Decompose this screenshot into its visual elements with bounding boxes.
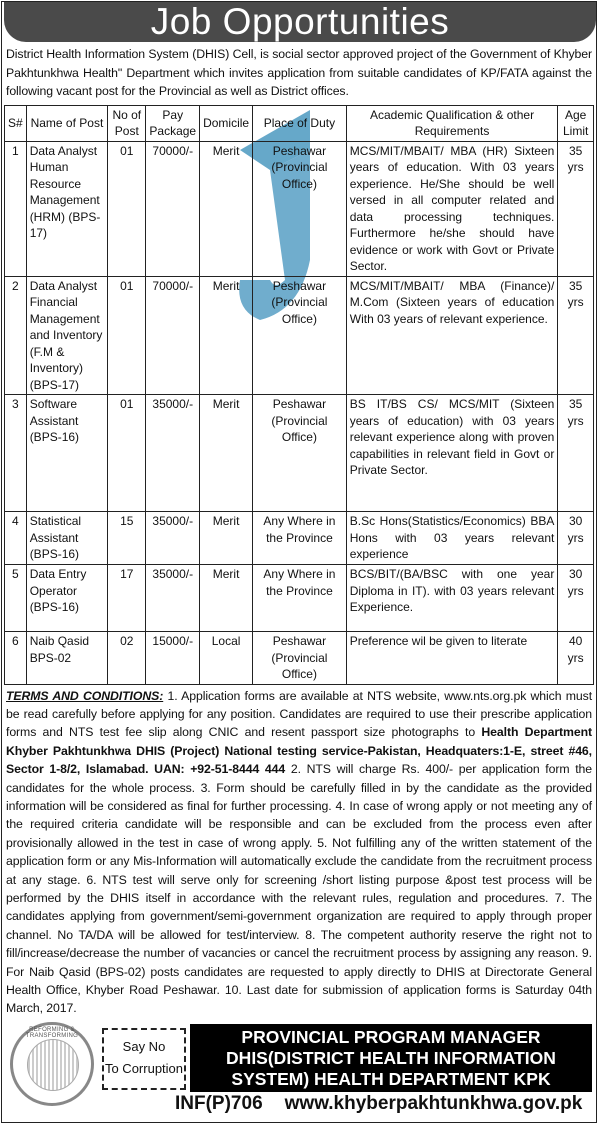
header-domicile: Domicile xyxy=(200,105,253,141)
seal-text: REFORMING & TRANSFORMING xyxy=(25,1026,79,1039)
table-row xyxy=(5,395,594,512)
cell-post-name: Naib Qasid BPS-02 xyxy=(26,632,108,685)
cell-sn: 6 xyxy=(5,632,27,685)
cell-qualification: MCS/MIT/MBAIT/ MBA (HR) Sixteen years of education. With 03 years experience. He/She should be well versed in all computer related and data processing techniques. Furthermore he/she should have evidence or work with Govt or Private Sector. xyxy=(346,141,558,276)
say-no-line-2: To Corruption xyxy=(104,1060,184,1076)
terms-text-2: 2. NTS will charge Rs. 400/- per application form the candidates for the whole process. 3. Form should be carefully filled in by the candidate as the provided information will be considered as final for further processing. 4. In case of wrong apply or not meeting any of the required criteria candidate will be responsible and can be excluded from the process even after provisionally allowed in the test in case of wrong apply. 5. Not fulfilling any of the written statement of the application form or any Mis-Information will automatically exclude the candidate from the recruitment process at any stage. 6. NTS test will serve only for screening /short listing purpose &post test process will be performed by the DHIS itself in accordance with the relevant rules, regulation and procedures. 7. The candidates applying from government/semi-government organization are required to apply through proper channel. No TA/DA will be allowed for test/interview. 8. The competent authority reserve the right not to fill/increase/decrease the number of vacancies or cancel the recruitment process by assigning any reason. 9. For Naib Qasid (BPS-02) posts candidates are requested to apply directly to DHIS at Directorate General Health Office, Khyber Road Peshawar. 10. Last date for submission of application forms is Saturday 04th March, 2017. xyxy=(6,762,592,1016)
terms-address: Health Department Khyber Pakhtunkhwa DHIS (Project) National testing service-Pakistan, Headquaters:1-E, street #46, Sector 1-8/2, Islamabad. UAN: +92-51-8444 444 xyxy=(6,725,592,777)
terms-and-conditions xyxy=(6,687,592,1018)
cell-post-count: 01 xyxy=(108,276,146,395)
reference-number: INF(P)706 xyxy=(175,1092,263,1114)
header-place: Place of Duty xyxy=(253,105,347,141)
cell-post-name: Data Analyst Financial Management and Inventory (F.M & Inventory) (BPS-17) xyxy=(26,276,108,395)
cell-pay-package: 70000/- xyxy=(146,276,200,395)
cell-post-name: Data Analyst Human Resource Management (HRM) (BPS-17) xyxy=(26,141,108,276)
cell-pay-package: 35000/- xyxy=(146,565,200,632)
page-title: Job Opportunities xyxy=(4,2,596,42)
cell-domicile: Merit xyxy=(200,276,253,395)
cell-place-of-duty: Peshawar (Provincial Office) xyxy=(253,141,347,276)
intro-paragraph: District Health Information System (DHIS) Cell, is social sector approved project of the Government of Khyber Pakhtunkhwa Health" Department which invites application from suitable candidates of KP/FATA against the following vacant post for the Provincial as well as District offices. xyxy=(6,47,592,98)
terms-text-1: 1. Application forms are available at NTS website, www.nts.org.pk which must be read carefully before applying for any position. Candidates are required to use their prescribe application forms and NTS test fee slip along CNIC and resent passport size photographs to xyxy=(6,688,593,740)
table-row xyxy=(5,141,594,276)
terms-heading: TERMS AND CONDITIONS: xyxy=(6,688,164,703)
cell-post-name: Data Entry Operator (BPS-16) xyxy=(26,565,108,632)
header-age: Age Limit xyxy=(558,105,594,141)
cell-pay-package: 35000/- xyxy=(146,395,200,512)
footer xyxy=(4,1022,594,1118)
footer-line xyxy=(175,1092,582,1116)
authority-line-3: SYSTEM) HEALTH DEPARTMENT KPK xyxy=(231,1068,551,1089)
cell-qualification: Preference wil be given to literate xyxy=(346,632,558,685)
cell-place-of-duty: Any Where in the Province xyxy=(253,565,347,632)
cell-age-limit: 30 yrs xyxy=(558,512,594,565)
cell-domicile: Merit xyxy=(200,565,253,632)
website-url: www.khyberpakhtunkhwa.gov.pk xyxy=(284,1092,583,1114)
cell-domicile: Merit xyxy=(200,395,253,512)
cell-place-of-duty: Peshawar (Provincial Office) xyxy=(253,632,347,685)
say-no-to-corruption-box xyxy=(102,1028,186,1090)
cell-qualification: MCS/MIT/MBAIT/ MBA (Finance)/ M.Com (Sixteen years of education With 03 years of relevant experience. xyxy=(346,276,558,395)
cell-age-limit: 40 yrs xyxy=(558,632,594,685)
header-sn: S# xyxy=(5,105,27,141)
cell-pay-package: 15000/- xyxy=(146,632,200,685)
cell-age-limit: 30 yrs xyxy=(558,565,594,632)
cell-post-count: 01 xyxy=(108,141,146,276)
cell-domicile: Merit xyxy=(200,512,253,565)
cell-sn: 4 xyxy=(5,512,27,565)
header-name: Name of Post xyxy=(26,105,108,141)
table-row xyxy=(5,565,594,632)
cell-pay-package: 35000/- xyxy=(146,512,200,565)
cell-age-limit: 35 yrs xyxy=(558,276,594,395)
cell-sn: 3 xyxy=(5,395,27,512)
cell-place-of-duty: Peshawar (Provincial Office) xyxy=(253,395,347,512)
cell-qualification: BS IT/BS CS/ MCS/MIT (Sixteen years of education) with 03 years relevant experience along with proven capabilities in relevant field in Govt or Private Sector. xyxy=(346,395,558,512)
issuing-authority-box xyxy=(190,1024,592,1092)
authority-line-2: DHIS(DISTRICT HEALTH INFORMATION xyxy=(226,1047,556,1068)
vacancy-table-area xyxy=(4,105,594,685)
cell-post-count: 15 xyxy=(108,512,146,565)
header-pay: Pay Package xyxy=(146,105,200,141)
cell-place-of-duty: Peshawar (Provincial Office) xyxy=(253,276,347,395)
cell-post-count: 17 xyxy=(108,565,146,632)
vacancy-table xyxy=(4,105,594,685)
cell-pay-package: 70000/- xyxy=(146,141,200,276)
cell-place-of-duty: Any Where in the Province xyxy=(253,512,347,565)
cell-post-name: Statistical Assistant (BPS-16) xyxy=(26,512,108,565)
table-header-row xyxy=(5,105,594,141)
cell-age-limit: 35 yrs xyxy=(558,395,594,512)
header-posts: No of Post xyxy=(108,105,146,141)
cell-age-limit: 35 yrs xyxy=(558,141,594,276)
cell-qualification: BCS/BIT/(BA/BSC with one year Diploma in IT). with 03 years relevant Experience. xyxy=(346,565,558,632)
say-no-line-1: Say No xyxy=(122,1038,166,1054)
cell-domicile: Merit xyxy=(200,141,253,276)
cell-post-count: 02 xyxy=(108,632,146,685)
cell-domicile: Local xyxy=(200,632,253,685)
cell-post-name: Software Assistant (BPS-16) xyxy=(26,395,108,512)
cell-sn: 5 xyxy=(5,565,27,632)
header-qualification: Academic Qualification & other Requirements xyxy=(346,105,558,141)
government-seal-icon xyxy=(10,1022,94,1106)
ad-frame xyxy=(1,1,597,1123)
cell-sn: 2 xyxy=(5,276,27,395)
cell-sn: 1 xyxy=(5,141,27,276)
table-row xyxy=(5,276,594,395)
cell-qualification: B.Sc Hons(Statistics/Economics) BBA Hons with 03 years relevant experience xyxy=(346,512,558,565)
table-row xyxy=(5,632,594,685)
table-row xyxy=(5,512,594,565)
cell-post-count: 01 xyxy=(108,395,146,512)
authority-line-1: PROVINCIAL PROGRAM MANAGER xyxy=(241,1026,541,1047)
